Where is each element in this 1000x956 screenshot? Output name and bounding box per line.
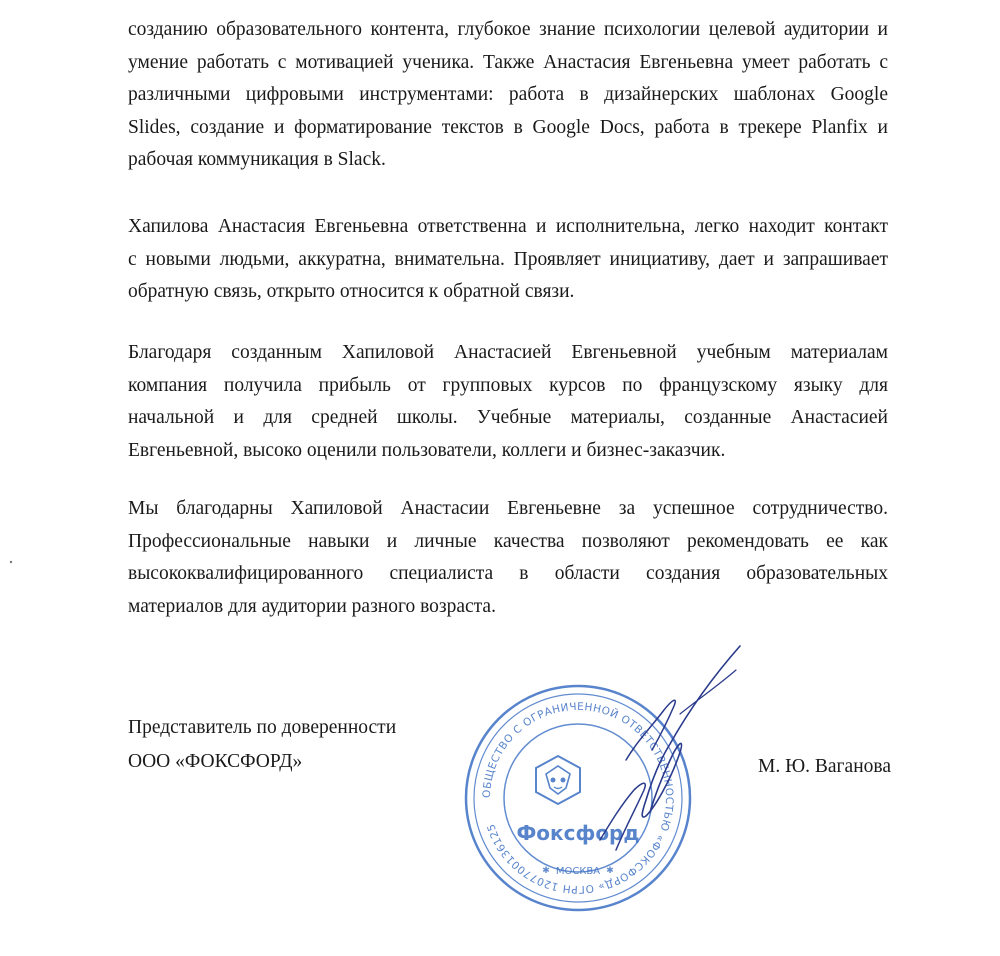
text-line: материалов для аудитории разного возраста. <box>128 595 496 617</box>
text-line: с новыми людьми, аккуратна, внимательна. Проявляет инициативу, дает и запрашивает <box>128 248 888 270</box>
text-line: Хапилова Анастасия Евгеньевна ответственна и исполнительна, легко находит контакт <box>128 216 888 237</box>
text-line: Мы благодарны Хапиловой Анастасии Евгеньевне за успешное сотрудничество. <box>128 498 888 519</box>
text-line: компания получила прибыль от групповых курсов по французскому языку для <box>128 374 888 396</box>
text-line: начальной и для средней школы. Учебные материалы, созданные Анастасией <box>128 407 888 428</box>
text-line: различными цифровыми инструментами: работа в дизайнерских шаблонах Google <box>128 84 888 105</box>
text-line: рабочая коммуникация в Slack. <box>128 149 386 170</box>
text-line: обратную связь, открыто относится к обратной связи. <box>128 281 575 302</box>
signature-company: ООО «ФОКСФОРД» <box>128 751 303 772</box>
text-line: умение работать с мотивацией ученика. Также Анастасия Евгеньевна умеет работать с <box>128 51 888 73</box>
signer-name: М. Ю. Ваганова <box>758 756 891 777</box>
paragraph-results <box>128 337 888 467</box>
stamp-city: МОСКВА <box>555 866 601 877</box>
text-line: Евгеньевной, высоко оценили пользователи, коллеги и бизнес-заказчик. <box>128 439 726 461</box>
paragraph-skills <box>128 14 888 177</box>
text-line: Профессиональные навыки и личные качества позволяют рекомендовать ее как <box>128 530 888 552</box>
paragraph-qualities <box>128 211 888 309</box>
star-icon: ✱ <box>542 865 550 875</box>
text-line: Благодаря созданным Хапиловой Анастасией Евгеньевной учебным материалам <box>128 342 888 363</box>
stamp-ring-text: ОБЩЕСТВО С ОГРАНИЧЕННОЙ ОТВЕТСТВЕННОСТЬЮ «ФОКСФОРД» ОГРН 1207700136125 <box>480 700 676 896</box>
signature-title: Представитель по доверенности <box>128 717 397 738</box>
text-line: высококвалифицированного специалиста в области создания образовательных <box>128 563 888 584</box>
text-line: созданию образовательного контента, глубокое знание психологии целевой аудитории и <box>128 19 888 40</box>
scan-speck <box>9 560 13 564</box>
star-icon: ✱ <box>606 865 614 875</box>
text-line: Slides, создание и форматирование текстов в Google Docs, работа в трекере Planfix и <box>128 116 888 138</box>
paragraph-recommendation <box>128 493 888 623</box>
handwritten-signature <box>560 640 780 870</box>
stamp-logo-text: Фоксфорд <box>516 821 640 845</box>
